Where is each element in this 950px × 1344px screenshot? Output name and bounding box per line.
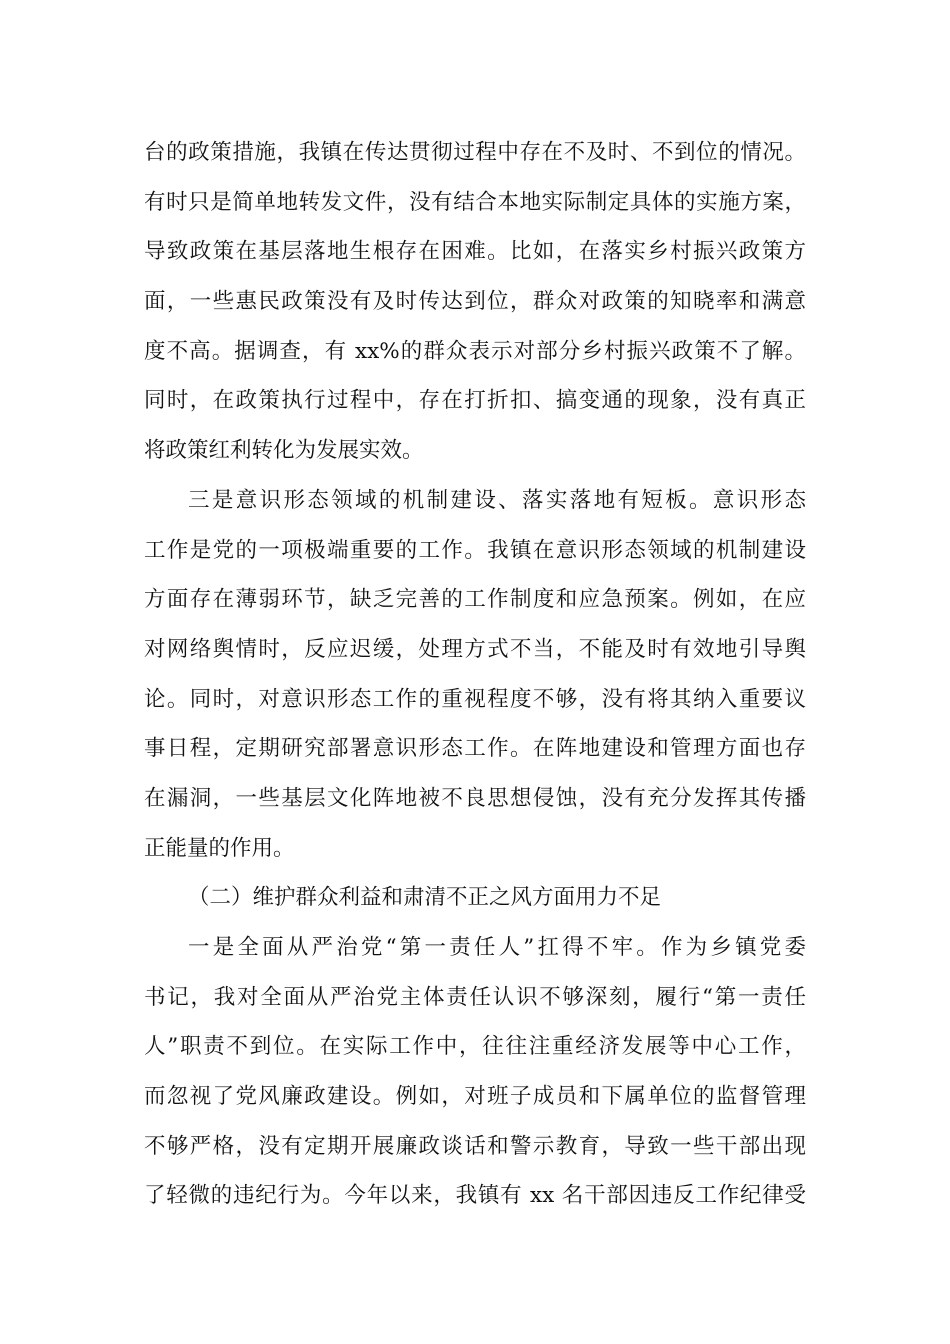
text-line: 同时，在政策执行过程中，存在打折扣、搞变通的现象，没有真正 [144, 388, 806, 414]
section-heading-text: （二）维护群众利益和肃清不正之风方面用力不足 [188, 885, 662, 911]
text-line: 台的政策措施，我镇在传达贯彻过程中存在不及时、不到位的情况。 [144, 140, 806, 165]
text-line: 事日程，定期研究部署意识形态工作。在阵地建设和管理方面也存 [144, 736, 806, 762]
text-line: 方面存在薄弱环节，缺乏完善的工作制度和应急预案。例如，在应 [144, 587, 806, 613]
text-line: 面，一些惠民政策没有及时传达到位，群众对政策的知晓率和满意 [144, 289, 806, 315]
text-line: 将政策红利转化为发展实效。 [144, 438, 424, 464]
paragraph-policy-implementation [144, 128, 806, 476]
text-line: 论。同时，对意识形态工作的重视程度不够，没有将其纳入重要议 [144, 686, 806, 712]
text-line: 书记，我对全面从严治党主体责任认识不够深刻，履行“第一责任 [144, 984, 806, 1010]
text-line: 度不高。据调查，有 xx%的群众表示对部分乡村振兴政策不了解。 [144, 338, 806, 364]
text-line: 对网络舆情时，反应迟缓，处理方式不当，不能及时有效地引导舆 [144, 636, 806, 662]
text-line: 三是意识形态领域的机制建设、落实落地有短板。意识形态 [188, 487, 806, 513]
paragraph-party-discipline [144, 923, 806, 1221]
text-line: 不够严格，没有定期开展廉政谈话和警示教育，导致一些干部出现 [144, 1133, 806, 1159]
section-heading [144, 873, 806, 923]
text-line: 了轻微的违纪行为。今年以来，我镇有 xx 名干部因违反工作纪律受 [144, 1183, 806, 1209]
text-line: 导致政策在基层落地生根存在困难。比如，在落实乡村振兴政策方 [144, 239, 806, 265]
paragraph-ideology-mechanism [144, 476, 806, 874]
text-line: 而忽视了党风廉政建设。例如，对班子成员和下属单位的监督管理 [144, 1084, 806, 1110]
text-line: 在漏洞，一些基层文化阵地被不良思想侵蚀，没有充分发挥其传播 [144, 785, 806, 811]
text-line: 正能量的作用。 [144, 835, 295, 861]
text-line: 人”职责不到位。在实际工作中，往往注重经济发展等中心工作， [144, 1034, 806, 1060]
text-line: 有时只是简单地转发文件，没有结合本地实际制定具体的实施方案， [144, 189, 806, 215]
document-page [144, 128, 806, 1221]
text-line: 一是全面从严治党“第一责任人”扛得不牢。作为乡镇党委 [188, 935, 806, 960]
text-line: 工作是党的一项极端重要的工作。我镇在意识形态领域的机制建设 [144, 537, 806, 563]
